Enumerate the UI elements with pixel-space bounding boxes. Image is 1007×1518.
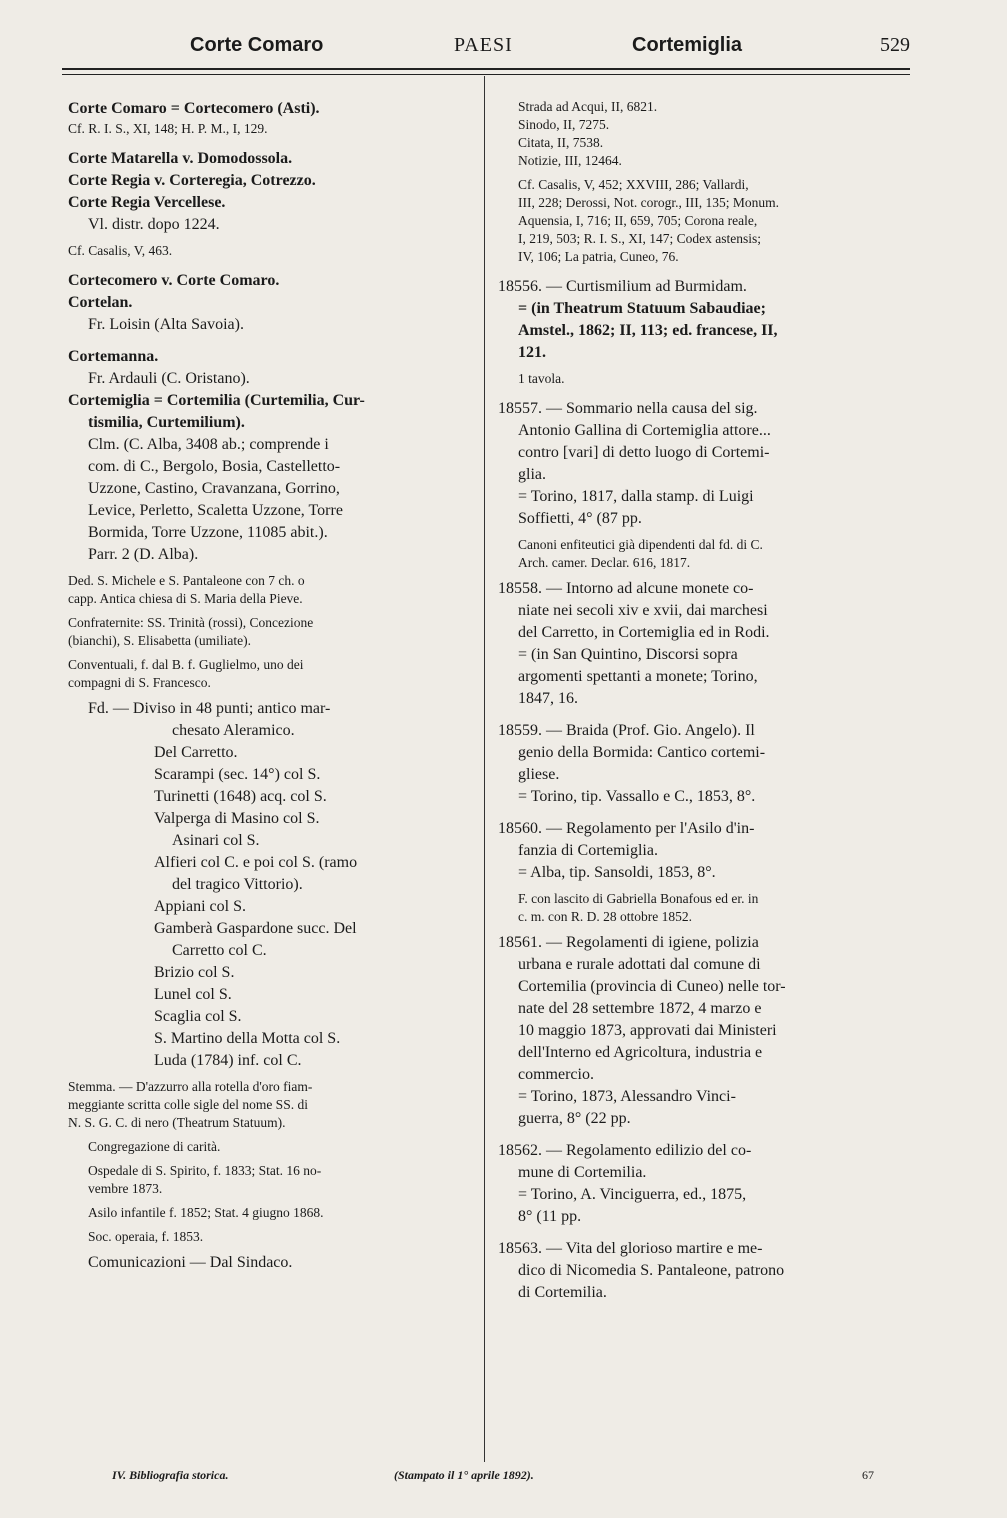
text-line: Arch. camer. Declar. 616, 1817. <box>518 555 691 570</box>
text-line: com. di C., Bergolo, Bosia, Castelletto- <box>88 458 341 475</box>
spacer <box>498 710 912 720</box>
text-line: 18560. — Regolamento per l'Asilo d'in- <box>498 820 755 837</box>
text-line: Del Carretto. <box>154 744 238 761</box>
text-line: Corte Regia Vercellese. <box>68 194 226 211</box>
text-line: = Torino, tip. Vassallo e C., 1853, 8°. <box>518 788 756 805</box>
text-line: del Carretto, in Cortemiglia ed in Rodi. <box>518 624 770 641</box>
text-line: Cf. Casalis, V, 463. <box>68 243 173 258</box>
text-line: Luda (1784) inf. col C. <box>154 1052 302 1069</box>
text-line: 18557. — Sommario nella causa del sig. <box>498 400 758 417</box>
text-line: Valperga di Masino col S. <box>154 810 320 827</box>
text-line: Conventuali, f. dal B. f. Guglielmo, uno dei <box>68 657 304 672</box>
text-line: 1847, 16. <box>518 690 578 707</box>
text-line: capp. Antica chiesa di S. Maria della Pieve. <box>68 591 303 606</box>
text-line: 8° (11 pp. <box>518 1208 582 1225</box>
text-line: Corte Comaro = Cortecomero (Asti). <box>68 100 320 117</box>
text-line: Turinetti (1648) acq. col S. <box>154 788 327 805</box>
text-line: del tragico Vittorio). <box>172 876 303 893</box>
text-line: Asinari col S. <box>172 832 260 849</box>
text-line: dell'Interno ed Agricoltura, industria e <box>518 1044 763 1061</box>
left-column <box>68 98 471 1274</box>
text-line: Cortemiglia = Cortemilia (Curtemilia, Cur- <box>68 392 365 409</box>
text-line: Congregazione di carità. <box>88 1139 221 1154</box>
text-line: Vl. distr. dopo 1224. <box>88 216 220 233</box>
page-number: 529 <box>880 34 910 56</box>
text-line: Carretto col C. <box>172 942 267 959</box>
text-line: Clm. (C. Alba, 3408 ab.; comprende i <box>88 436 329 453</box>
text-line: 18563. — Vita del glorioso martire e me- <box>498 1240 763 1257</box>
text-line: Notizie, III, 12464. <box>518 153 622 168</box>
text-line: 18558. — Intorno ad alcune monete co- <box>498 580 754 597</box>
text-line: = Torino, 1817, dalla stamp. di Luigi <box>518 488 754 505</box>
text-line: Fd. — Diviso in 48 punti; antico mar- <box>88 700 331 717</box>
spacer <box>498 388 912 398</box>
text-line: contro [vari] di detto luogo di Cortemi- <box>518 444 770 461</box>
text-line: Citata, II, 7538. <box>518 135 604 150</box>
text-line: glia. <box>518 466 546 483</box>
text-line: Scarampi (sec. 14°) col S. <box>154 766 321 783</box>
text-line: Corte Matarella v. Domodossola. <box>68 150 293 167</box>
spacer <box>498 266 912 276</box>
text-line: Levice, Perletto, Scaletta Uzzone, Torre <box>88 502 343 519</box>
text-line: 18559. — Braida (Prof. Gio. Angelo). Il <box>498 722 755 739</box>
text-line: Cf. R. I. S., XI, 148; H. P. M., I, 129. <box>68 121 268 136</box>
text-line: Fr. Loisin (Alta Savoia). <box>88 316 244 333</box>
text-line: Antonio Gallina di Cortemiglia attore... <box>518 422 771 439</box>
text-line: Canoni enfiteutici già dipendenti dal fd. di C. <box>518 537 763 552</box>
text-line: Amstel., 1862; II, 113; ed. francese, II, <box>518 322 778 339</box>
spacer <box>68 138 471 148</box>
text-line: Ded. S. Michele e S. Pantaleone con 7 ch. o <box>68 573 305 588</box>
text-line: meggiante scritta colle sigle del nome SS. di <box>68 1097 308 1112</box>
text-line: Strada ad Acqui, II, 6821. <box>518 99 658 114</box>
spacer <box>498 808 912 818</box>
text-line: Gamberà Gaspardone succ. Del <box>154 920 357 937</box>
spacer <box>498 1228 912 1238</box>
text-line: N. S. G. C. di nero (Theatrum Statuum). <box>68 1115 286 1130</box>
text-line: Cortemilia (provincia di Cuneo) nelle tor- <box>518 978 786 995</box>
text-line: Alfieri col C. e poi col S. (ramo <box>154 854 358 871</box>
text-line: chesato Aleramico. <box>172 722 295 739</box>
text-line: vembre 1873. <box>88 1181 163 1196</box>
text-line: = Torino, A. Vinciguerra, ed., 1875, <box>518 1186 747 1203</box>
footer-sheet-number: 67 <box>862 1468 874 1482</box>
footer-signature: IV. Bibliografia storica. <box>112 1468 229 1482</box>
text-line: Comunicazioni — Dal Sindaco. <box>88 1254 293 1271</box>
text-line: Cortelan. <box>68 294 133 311</box>
text-line: Scaglia col S. <box>154 1008 242 1025</box>
text-line: gliese. <box>518 766 560 783</box>
text-line: guerra, 8° (22 pp. <box>518 1110 631 1127</box>
spacer <box>498 1130 912 1140</box>
text-line: Corte Regia v. Corteregia, Cotrezzo. <box>68 172 316 189</box>
text-line: = (in San Quintino, Discorsi sopra <box>518 646 738 663</box>
text-line: Fr. Ardauli (C. Oristano). <box>88 370 250 387</box>
text-line: fanzia di Cortemiglia. <box>518 842 658 859</box>
text-line: Sinodo, II, 7275. <box>518 117 610 132</box>
text-line: Cortecomero v. Corte Comaro. <box>68 272 280 289</box>
text-line: tismilia, Curtemilium). <box>88 414 245 431</box>
text-line: Parr. 2 (D. Alba). <box>88 546 199 563</box>
page-footer <box>62 1468 910 1488</box>
text-line: compagni di S. Francesco. <box>68 675 211 690</box>
text-line: Brizio col S. <box>154 964 235 981</box>
text-line: 18562. — Regolamento edilizio del co- <box>498 1142 752 1159</box>
text-line: argomenti spettanti a monete; Torino, <box>518 668 758 685</box>
spacer <box>68 336 471 346</box>
right-column <box>498 98 912 1304</box>
header-rule-thin <box>62 74 910 75</box>
text-line: 10 maggio 1873, approvati dai Ministeri <box>518 1022 777 1039</box>
text-line: = Alba, tip. Sansoldi, 1853, 8°. <box>518 864 716 881</box>
text-line: I, 219, 503; R. I. S., XI, 147; Codex astensis; <box>518 231 761 246</box>
running-head-center: PAESI <box>454 34 513 56</box>
text-line: Uzzone, Castino, Cravanzana, Gorrino, <box>88 480 340 497</box>
header-rule-thick <box>62 68 910 70</box>
footer-print-date: (Stampato il 1° aprile 1892). <box>394 1468 534 1482</box>
text-line: S. Martino della Motta col S. <box>154 1030 341 1047</box>
text-line: nate del 28 settembre 1872, 4 marzo e <box>518 1000 762 1017</box>
text-line: Appiani col S. <box>154 898 246 915</box>
text-line: Aquensia, I, 716; II, 659, 705; Corona reale, <box>518 213 758 228</box>
text-line: c. m. con R. D. 28 ottobre 1852. <box>518 909 692 924</box>
column-divider <box>484 76 485 1462</box>
text-line: 121. <box>518 344 546 361</box>
text-line: mune di Cortemilia. <box>518 1164 647 1181</box>
text-line: commercio. <box>518 1066 594 1083</box>
text-line: urbana e rurale adottati dal comune di <box>518 956 761 973</box>
running-head-left: Corte Comaro <box>190 34 324 56</box>
text-line: 1 tavola. <box>518 371 565 386</box>
text-line: Soffietti, 4° (87 pp. <box>518 510 642 527</box>
text-line: Cortemanna. <box>68 348 159 365</box>
running-head-right: Cortemiglia <box>632 34 743 56</box>
text-line: Confraternite: SS. Trinità (rossi), Concezione <box>68 615 314 630</box>
text-line: III, 228; Derossi, Not. corogr., III, 135; Monum. <box>518 195 779 210</box>
text-line: = Torino, 1873, Alessandro Vinci- <box>518 1088 736 1105</box>
text-line: Asilo infantile f. 1852; Stat. 4 giugno 1868. <box>88 1205 324 1220</box>
text-line: Cf. Casalis, V, 452; XXVIII, 286; Vallardi, <box>518 177 749 192</box>
text-line: Soc. operaia, f. 1853. <box>88 1229 204 1244</box>
text-line: di Cortemilia. <box>518 1284 607 1301</box>
text-line: dico di Nicomedia S. Pantaleone, patrono <box>518 1262 785 1279</box>
text-line: genio della Bormida: Cantico cortemi- <box>518 744 766 761</box>
text-line: Bormida, Torre Uzzone, 11085 abit.). <box>88 524 328 541</box>
text-line: = (in Theatrum Statuum Sabaudiae; <box>518 300 766 317</box>
text-line: Lunel col S. <box>154 986 232 1003</box>
text-line: 18556. — Curtismilium ad Burmidam. <box>498 278 747 295</box>
spacer <box>68 260 471 270</box>
text-line: Ospedale di S. Spirito, f. 1833; Stat. 16 no- <box>88 1163 322 1178</box>
text-line: 18561. — Regolamenti di igiene, polizia <box>498 934 759 951</box>
text-line: IV, 106; La patria, Cuneo, 76. <box>518 249 679 264</box>
page-header <box>62 34 910 64</box>
text-line: Stemma. — D'azzurro alla rotella d'oro fiam- <box>68 1079 313 1094</box>
text-line: niate nei secoli xiv e xvii, dai marchesi <box>518 602 768 619</box>
text-line: F. con lascito di Gabriella Bonafous ed er. in <box>518 891 759 906</box>
text-line: (bianchi), S. Elisabetta (umiliate). <box>68 633 251 648</box>
